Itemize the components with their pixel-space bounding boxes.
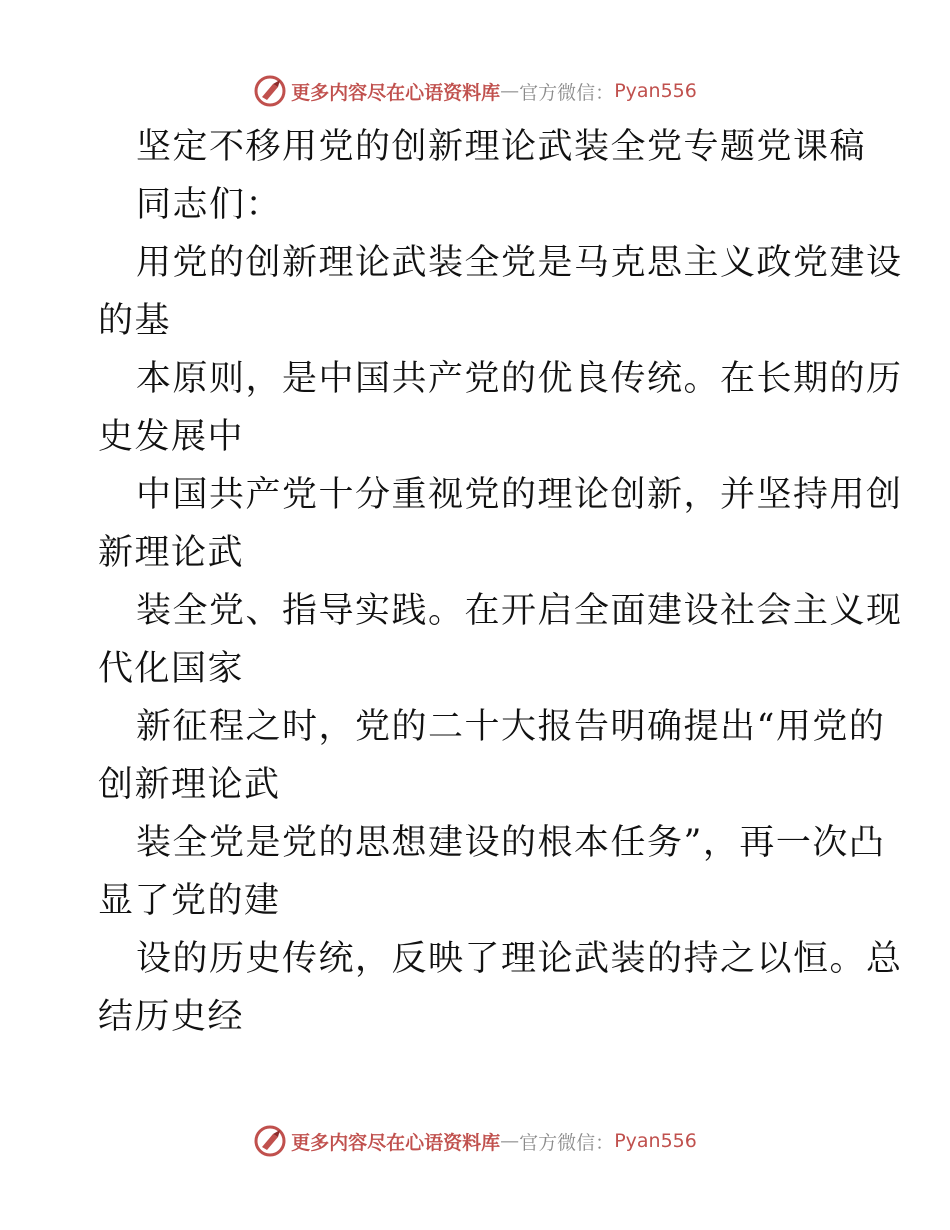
paragraph-line: 代化国家: [98, 649, 245, 689]
paragraph-line: 新征程之时，党的二十大报告明确提出“用党的: [136, 707, 886, 747]
banner-separator: —: [500, 1130, 520, 1152]
header-banner: [0, 71, 950, 111]
greeting: 同志们：: [136, 185, 283, 225]
banner-brand-text: 更多内容尽在心语资料库: [291, 1131, 501, 1154]
logo-icon: [253, 74, 287, 108]
document-title: 坚定不移用党的创新理论武装全党专题党课稿: [136, 127, 867, 167]
paragraph-line: 的基: [98, 301, 172, 341]
paragraph-line: 创新理论武: [98, 765, 281, 805]
paragraph-line: 本原则，是中国共产党的优良传统。在长期的历: [136, 359, 903, 399]
paragraph-line: 新理论武: [98, 533, 245, 573]
banner-wechat-id: Pyan556: [614, 1130, 697, 1152]
paragraph-line: 用党的创新理论武装全党是马克思主义政党建设: [136, 243, 903, 283]
document-body: [98, 118, 903, 1046]
banner-wechat-id: Pyan556: [614, 80, 697, 102]
paragraph-line: 结历史经: [98, 997, 245, 1037]
logo-icon: [253, 1124, 287, 1158]
paragraph-line: 设的历史传统，反映了理论武装的持之以恒。总: [136, 939, 903, 979]
paragraph-line: 中国共产党十分重视党的理论创新，并坚持用创: [136, 475, 903, 515]
footer-banner: [0, 1121, 950, 1161]
banner-wechat-label: 官方微信：: [519, 1131, 615, 1154]
banner-wechat-label: 官方微信：: [519, 81, 615, 104]
paragraph-line: 显了党的建: [98, 881, 281, 921]
paragraph-line: 装全党、指导实践。在开启全面建设社会主义现: [136, 591, 903, 631]
banner-separator: —: [500, 80, 520, 102]
banner-brand-text: 更多内容尽在心语资料库: [291, 81, 501, 104]
paragraph-line: 装全党是党的思想建设的根本任务”，再一次凸: [136, 823, 886, 863]
paragraph-line: 史发展中: [98, 417, 245, 457]
